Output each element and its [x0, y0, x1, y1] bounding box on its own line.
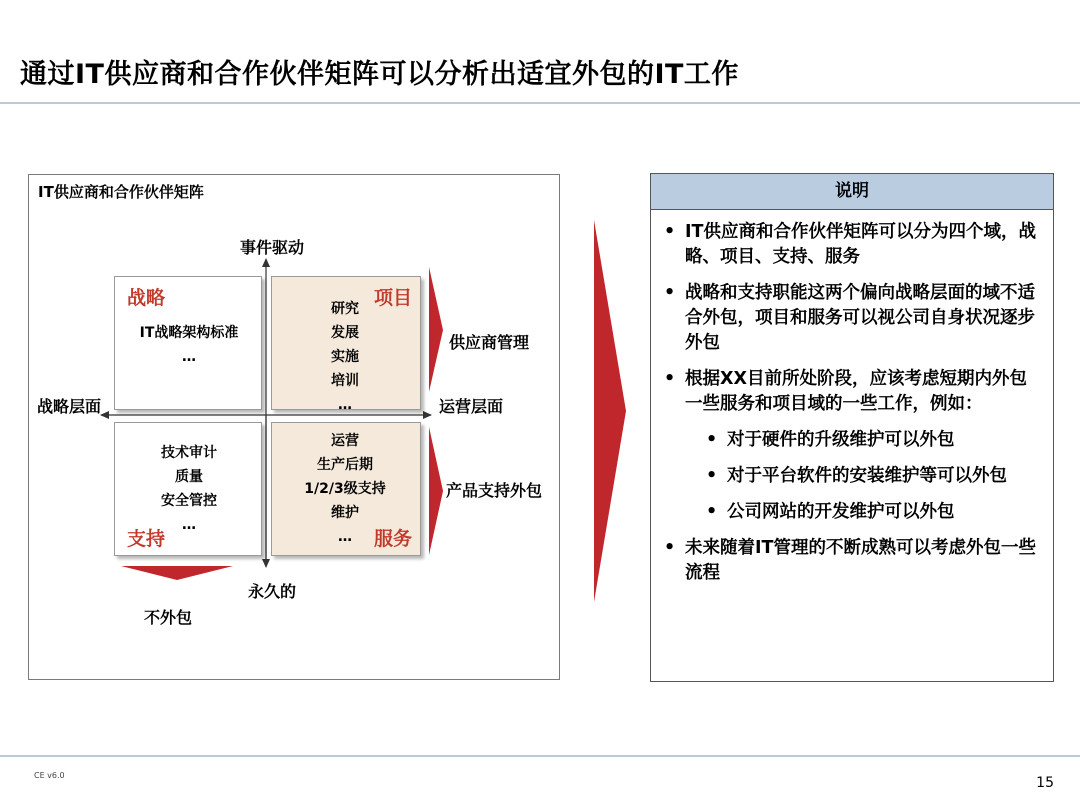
- vendor-mgmt-arrow: [429, 267, 443, 392]
- vendor-mgmt-label: 供应商管理: [449, 333, 530, 352]
- list-item: 培训: [331, 373, 359, 389]
- quadrant-support: [114, 422, 262, 556]
- footer-divider: [0, 755, 1080, 757]
- matrix-caption: IT供应商和合作伙伴矩阵: [38, 183, 204, 201]
- list-item: 质量: [175, 469, 203, 485]
- notes-header: 说明: [651, 174, 1053, 210]
- list-item: 实施: [331, 349, 359, 365]
- footer-version: CE v6.0: [34, 771, 65, 780]
- notes-sub-bullet: • 公司网站的开发维护可以外包: [651, 500, 1053, 525]
- list-item: 技术审计: [161, 445, 217, 461]
- no-outsource-label: 不外包: [144, 608, 193, 627]
- no-outsource-arrow: [121, 566, 233, 580]
- page-title: 通过IT供应商和合作伙伴矩阵可以分析出适宜外包的IT工作: [20, 59, 739, 90]
- quadrant-service-title: 服务: [373, 528, 412, 550]
- list-item: IT战略架构标准: [139, 325, 239, 341]
- notes-list: [651, 220, 1053, 586]
- axis-label-top: 事件驱动: [240, 238, 305, 257]
- notes-sub-bullet: • 对于平台软件的安装维护等可以外包: [651, 464, 1053, 489]
- transition-arrow: [590, 218, 630, 604]
- list-item: 维护: [331, 505, 359, 521]
- notes-panel: [650, 173, 1054, 682]
- quadrant-project: [271, 276, 421, 413]
- quadrant-project-title: 项目: [373, 287, 412, 309]
- list-item: 1/2/3级支持: [304, 481, 386, 497]
- quadrant-support-title: 支持: [127, 528, 166, 550]
- list-item: 生产后期: [317, 457, 373, 473]
- notes-sub-bullet: • 对于硬件的升级维护可以外包: [651, 428, 1053, 453]
- notes-bullet: • 根据XX目前所处阶段，应该考虑短期内外包一些服务和项目域的一些工作，例如：: [651, 367, 1053, 417]
- quadrant-strategy: [114, 276, 262, 410]
- product-support-label: 产品支持外包: [446, 481, 543, 500]
- notes-bullet: • IT供应商和合作伙伴矩阵可以分为四个域，战略、项目、支持、服务: [651, 220, 1053, 270]
- quadrant-service: [271, 422, 421, 556]
- list-item: 研究: [331, 301, 359, 317]
- notes-bullet: • 战略和支持职能这两个偏向战略层面的域不适合外包，项目和服务可以视公司自身状况逐步外包: [651, 281, 1053, 356]
- title-divider: [0, 102, 1080, 104]
- list-item: 运营: [331, 433, 359, 449]
- quadrant-project-items: [300, 297, 390, 417]
- quadrant-strategy-items: [115, 321, 263, 369]
- quadrant-support-items: [115, 441, 263, 537]
- axis-label-left: 战略层面: [37, 397, 102, 416]
- quadrant-strategy-title: 战略: [127, 287, 166, 309]
- notes-bullet: • 未来随着IT管理的不断成熟可以考虑外包一些流程: [651, 536, 1053, 586]
- page-number: 15: [1036, 775, 1054, 791]
- matrix-panel: [28, 174, 560, 680]
- list-item: 发展: [331, 325, 359, 341]
- list-item: …: [182, 349, 196, 365]
- list-item: …: [338, 529, 352, 545]
- list-item: …: [182, 517, 196, 533]
- product-support-arrow: [429, 427, 443, 555]
- list-item: 安全管控: [161, 493, 217, 509]
- list-item: …: [338, 397, 352, 413]
- axis-label-bottom: 永久的: [248, 582, 297, 601]
- axis-label-right: 运营层面: [439, 397, 504, 416]
